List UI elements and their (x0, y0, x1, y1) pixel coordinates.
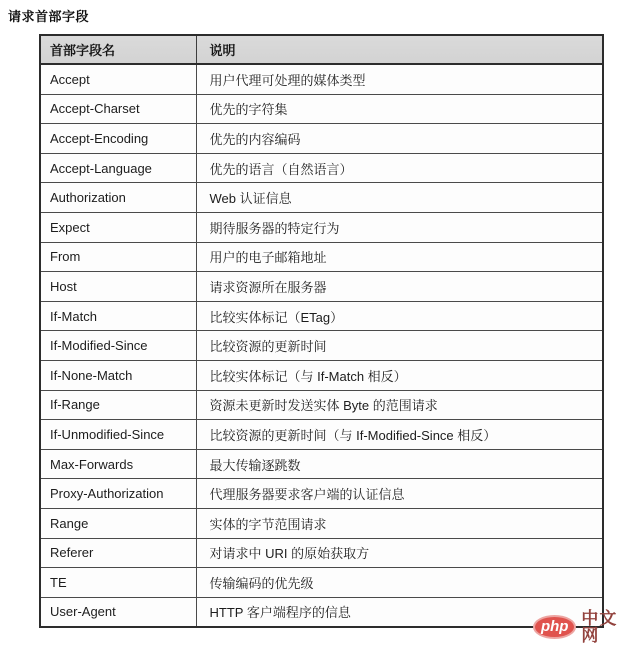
table-row (40, 124, 603, 154)
description-cell: 资源未更新时发送实体 Byte 的范围请求 (196, 390, 603, 420)
table-row (40, 94, 603, 124)
field-name-cell: If-Range (40, 390, 196, 420)
table-row (40, 212, 603, 242)
field-name-cell: From (40, 242, 196, 272)
table-row (40, 301, 603, 331)
description-cell: HTTP 客户端程序的信息 (196, 597, 603, 627)
description-cell: 实体的字节范围请求 (196, 508, 603, 538)
description-cell: 期待服务器的特定行为 (196, 212, 603, 242)
description-cell: 比较实体标记（ETag） (196, 301, 603, 331)
description-cell: 优先的字符集 (196, 94, 603, 124)
description-cell: 比较实体标记（与 If-Match 相反） (196, 360, 603, 390)
description-cell: 最大传输逐跳数 (196, 449, 603, 479)
table-row (40, 538, 603, 568)
field-name-cell: If-Unmodified-Since (40, 420, 196, 450)
table-row (40, 242, 603, 272)
table-row (40, 331, 603, 361)
table-row (40, 390, 603, 420)
description-cell: 代理服务器要求客户端的认证信息 (196, 479, 603, 509)
php-cn-watermark (533, 610, 632, 644)
description-cell: 用户的电子邮箱地址 (196, 242, 603, 272)
field-name-cell: Accept-Charset (40, 94, 196, 124)
field-name-cell: Range (40, 508, 196, 538)
table-row (40, 568, 603, 598)
table-row (40, 420, 603, 450)
table-row (40, 272, 603, 302)
table-header-row (40, 35, 603, 64)
table-row (40, 64, 603, 94)
table-row (40, 449, 603, 479)
field-name-cell: If-Match (40, 301, 196, 331)
field-name-cell: Accept-Language (40, 153, 196, 183)
table-row (40, 597, 603, 627)
field-name-cell: TE (40, 568, 196, 598)
php-logo-text: php (540, 617, 569, 635)
field-name-cell: Accept (40, 64, 196, 94)
page-title: 请求首部字段 (8, 9, 90, 24)
table-row (40, 183, 603, 213)
field-name-cell: Expect (40, 212, 196, 242)
php-logo-icon (533, 615, 576, 639)
field-name-cell: Max-Forwards (40, 449, 196, 479)
description-cell: 比较资源的更新时间 (196, 331, 603, 361)
request-header-fields-table (39, 34, 604, 628)
table-row (40, 153, 603, 183)
table-row (40, 360, 603, 390)
field-name-cell: If-Modified-Since (40, 331, 196, 361)
description-cell: 优先的内容编码 (196, 124, 603, 154)
table-row (40, 508, 603, 538)
description-cell: 传输编码的优先级 (196, 568, 603, 598)
field-name-cell: Proxy-Authorization (40, 479, 196, 509)
table-body (40, 64, 603, 627)
description-cell: 用户代理可处理的媒体类型 (196, 64, 603, 94)
field-name-cell: Referer (40, 538, 196, 568)
description-cell: 比较资源的更新时间（与 If-Modified-Since 相反） (196, 420, 603, 450)
column-header-description: 说明 (196, 35, 603, 64)
description-cell: 优先的语言（自然语言） (196, 153, 603, 183)
field-name-cell: Authorization (40, 183, 196, 213)
field-name-cell: Accept-Encoding (40, 124, 196, 154)
watermark-site-text: 中文网 (581, 609, 618, 645)
column-header-field-name: 首部字段名 (40, 35, 196, 64)
field-name-cell: User-Agent (40, 597, 196, 627)
description-cell: 对请求中 URI 的原始获取方 (196, 538, 603, 568)
field-name-cell: If-None-Match (40, 360, 196, 390)
field-name-cell: Host (40, 272, 196, 302)
table-row (40, 479, 603, 509)
description-cell: 请求资源所在服务器 (196, 272, 603, 302)
description-cell: Web 认证信息 (196, 183, 603, 213)
